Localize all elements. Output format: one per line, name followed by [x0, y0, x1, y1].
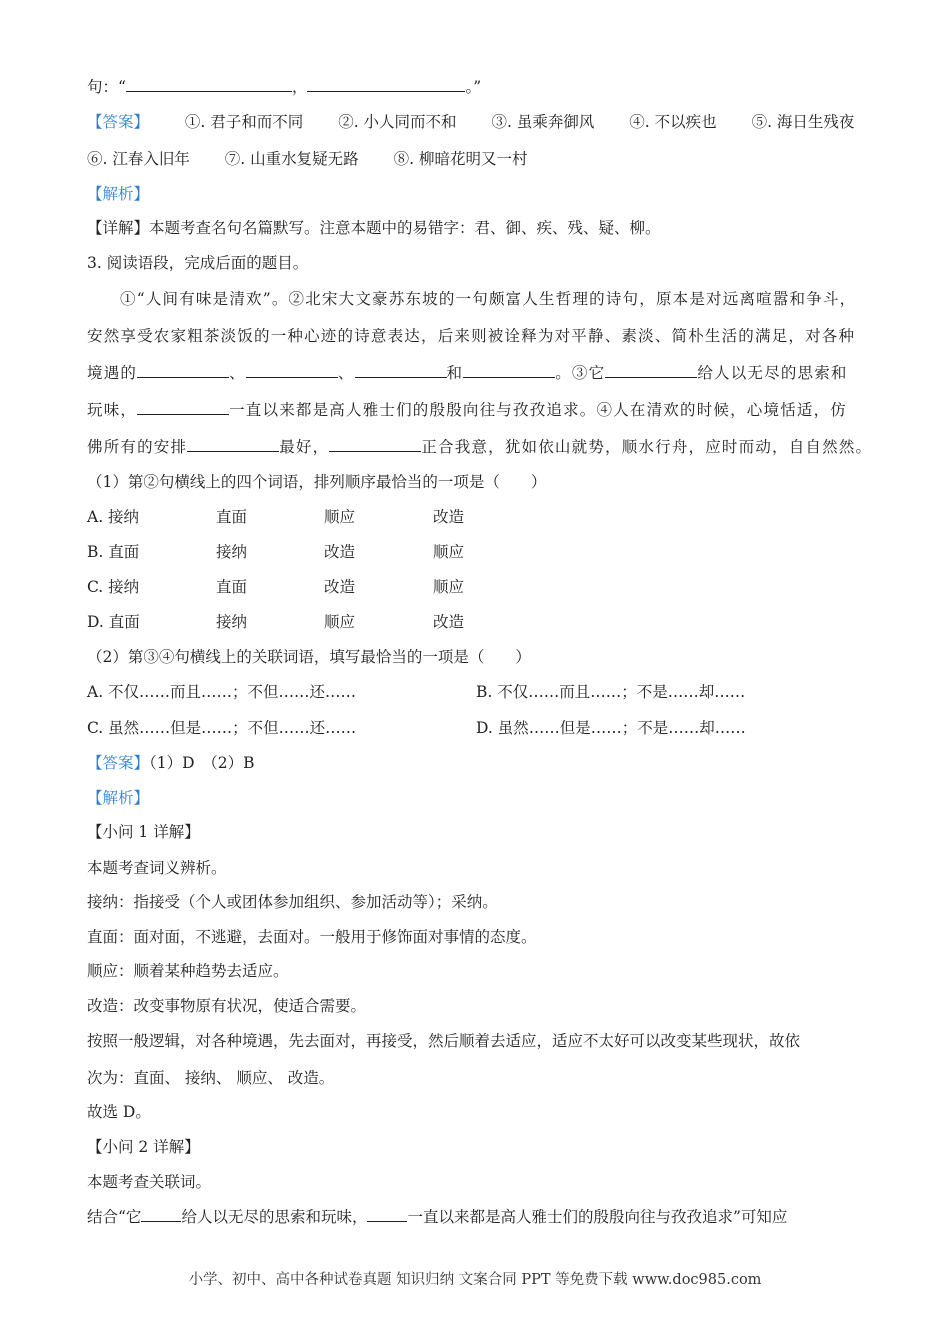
passage-text: 最好， [279, 438, 330, 456]
passage-text: 、 [337, 364, 355, 382]
option-word: 直面 [216, 578, 248, 596]
fill-blank [355, 363, 447, 378]
passage-text: 玩味， [87, 401, 138, 419]
q2-answer-line-1 [87, 111, 854, 133]
option-word: 改造 [433, 613, 465, 631]
passage-text: 、 [229, 364, 246, 382]
option-word: 顺应 [433, 578, 465, 596]
option-label: D. 直面 [87, 613, 140, 631]
q3-passage-line: 安然享受农家粗茶淡饭的一种心迹的诗意表达，后来则被诠释为对平静、素淡、简朴生活的满足，对各种 [87, 327, 856, 345]
option-word: 顺应 [433, 543, 465, 561]
option-item: B. 不仅……而且……；不是……却…… [476, 683, 746, 701]
fill-blank [137, 400, 229, 415]
fill-blank [605, 363, 697, 378]
answer-item: ⑧. 柳暗花明又一村 [393, 150, 528, 168]
q3-passage-line [87, 399, 847, 421]
option-word: 顺应 [324, 613, 356, 631]
answer-tag: 【答案】 [87, 113, 150, 131]
q2-detail: 【详解】本题考查名句名篇默写。注意本题中的易错字：君、御、疾、残、疑、柳。 [87, 219, 661, 237]
answer-item: ⑤. 海日生残夜 [751, 113, 855, 131]
passage-text: 和 [446, 364, 464, 382]
option-label: C. 接纳 [87, 578, 140, 596]
q3-sub2-question: （2）第③④句横线上的关联词语，填写最恰当的一项是（ ） [87, 648, 531, 666]
page-footer: 小学、初中、高中各种试卷真题 知识归纳 文案合同 PPT 等免费下载 www.doc985.com [188, 1272, 762, 1288]
option-word: 顺应 [324, 508, 356, 526]
analysis-text: 一直以来都是高人雅士们的殷殷向往与孜孜追求”可知应 [407, 1208, 788, 1226]
fill-blank [463, 363, 555, 378]
analysis-line: 本题考查关联词。 [87, 1173, 212, 1191]
option-item: C. 虽然……但是……；不但……还…… [87, 719, 357, 737]
option-item: A. 不仅……而且……；不但……还…… [87, 683, 357, 701]
option-word: 直面 [216, 508, 248, 526]
analysis-line: 按照一般逻辑，对各种境遇，先去面对，再接受，然后顺着去适应，适应不太好可以改变某些现状，故依 [87, 1032, 801, 1050]
q2-tail-prefix: 句：“ [87, 78, 126, 96]
analysis-line: 本题考查词义辨析。 [87, 859, 227, 877]
passage-text: 一直以来都是高人雅士们的殷殷向往与孜孜追求。④人在清欢的时候，心境恬适，仿 [229, 401, 848, 419]
option-word: 接纳 [216, 543, 248, 561]
fill-blank [367, 1207, 407, 1222]
option-word: 接纳 [216, 613, 248, 631]
subquestion-head: 【小问 2 详解】 [87, 1138, 200, 1156]
fill-blank [307, 77, 465, 92]
option-label: A. 接纳 [87, 508, 140, 526]
q3-passage-line: ①“人间有味是清欢”。②北宋大文豪苏东坡的一句颇富人生哲理的诗句，原本是对远离喧嚣和争斗， [120, 290, 857, 308]
answer-item: ⑥. 江春入旧年 [87, 150, 190, 168]
fill-blank [141, 1207, 181, 1222]
q2-tail-suffix: 。” [465, 78, 482, 96]
subquestion-head: 【小问 1 详解】 [87, 823, 200, 841]
analysis-line: 故选 D。 [87, 1103, 151, 1121]
q2-tail-sep: ， [291, 78, 308, 96]
answer-item: ④. 不以疾也 [629, 113, 717, 131]
fill-blank [329, 437, 421, 452]
q3-answer-line [87, 752, 255, 774]
option-word: 改造 [433, 508, 465, 526]
fill-blank [246, 363, 338, 378]
passage-text: 。③它 [555, 364, 606, 382]
option-label: B. 直面 [87, 543, 140, 561]
q2-tail-line [87, 76, 481, 98]
analysis-line [87, 1206, 787, 1228]
option-item: D. 虽然……但是……；不是……却…… [476, 719, 746, 737]
passage-text: 境遇的 [87, 364, 138, 382]
analysis-line: 次为：直面、 接纳、 顺应、 改造。 [87, 1069, 335, 1087]
analysis-line: 改造：改变事物原有状况，使适合需要。 [87, 997, 367, 1015]
analysis-text: 结合“它 [87, 1208, 142, 1226]
analysis-text: 给人以无尽的思索和玩味， [181, 1208, 368, 1226]
analysis-line: 直面：面对面，不逃避，去面对。一般用于修饰面对事情的态度。 [87, 928, 537, 946]
option-word: 改造 [324, 578, 356, 596]
q3-sub1-question: （1）第②句横线上的四个词语，排列顺序最恰当的一项是（ ） [87, 473, 547, 491]
analysis-line: 接纳：指接受（个人或团体参加组织、参加活动等）；采纳。 [87, 893, 498, 911]
q3-title: 3. 阅读语段，完成后面的题目。 [87, 254, 309, 272]
answer-item: ⑦. 山重水复疑无路 [224, 150, 359, 168]
passage-text: 佛所有的安排 [87, 438, 188, 456]
answer-text: （1）D （2）B [149, 754, 255, 772]
answer-item: ②. 小人同而不和 [338, 113, 457, 131]
analysis-tag: 【解析】 [87, 185, 150, 203]
q3-passage-line [87, 362, 848, 384]
analysis-tag: 【解析】 [87, 789, 150, 807]
fill-blank [137, 363, 229, 378]
answer-tag: 【答案】 [87, 754, 150, 772]
passage-text: 给人以无尽的思索和 [697, 364, 848, 382]
answer-item: ③. 虽乘奔御风 [491, 113, 595, 131]
q2-answer-line-2 [87, 148, 557, 170]
option-word: 改造 [324, 543, 356, 561]
q3-passage-line [87, 436, 872, 458]
passage-text: 正合我意，犹如依山就势，顺水行舟，应时而动，自自然然。 [421, 438, 873, 456]
answer-item: ①. 君子和而不同 [184, 113, 304, 131]
analysis-line: 顺应：顺着某种趋势去适应。 [87, 962, 289, 980]
fill-blank [187, 437, 279, 452]
fill-blank [126, 77, 292, 92]
